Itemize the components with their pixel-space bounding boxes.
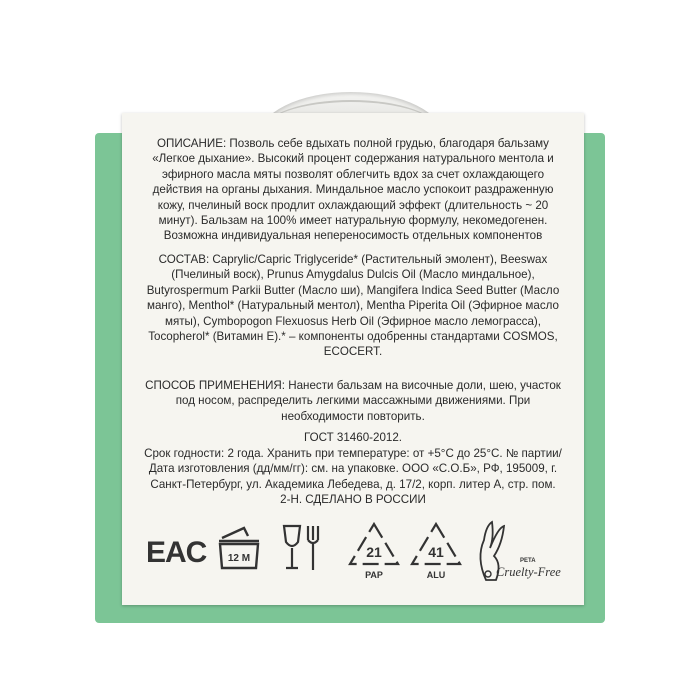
- description-text: ОПИСАНИЕ: Позволь себе вдыхать полной грудью, благодаря бальзаму «Легкое дыхание». Высокий процент содержания натурального ментола и эфирного масла мяты позволят облегчить вдох за счет охлаждающего действия на органы дыхания. Миндальное масло успокоит раздраженную кожу, пчелиный воск продлит охлаждающий эффект (длительность ~ 20 минут). Бальзам на 100% имеет натуральную формулу, некомедогенен. Возможна индивидуальная непереносимость отдельных компонентов: [152, 137, 554, 243]
- cruelty-free-label: Cruelty-Free: [496, 565, 561, 579]
- gost-text: ГОСТ 31460-2012.: [303, 431, 403, 444]
- peta-label: PETA: [520, 558, 536, 564]
- recycle-alu-label: ALU: [426, 570, 446, 580]
- usage-text: СПОСОБ ПРИМЕНЕНИЯ: Нанести бальзам на височные доли, шею, участок под носом, распределить легкими массажными движениями. При необходимости повторить.: [145, 379, 561, 423]
- recycle-pap-icon: [346, 520, 402, 582]
- period-after-opening-icon: [214, 524, 264, 572]
- recycle-pap-label: PAP: [365, 570, 383, 580]
- composition-text: СОСТАВ: Caprylic/Capric Triglyceride* (Растительный эмолент), Beeswax (Пчелиный воск), Prunus Amygdalus Dulcis Oil (Масло миндальное), Butyrospermum Parkii Butter (Масло ши), Mangifera Indica Seed Butter (Масло манго), Menthol* (Натуральный ментол), Mentha Piperita Oil (Эфирное масло мяты), Cymbopogon Flexuosus Herb Oil (Эфирное масло лемограсса), Tocopherol* (Витамин Е).* – компоненты одобренны стандартами COSMOS, ECOCERT.: [146, 253, 560, 359]
- food-safe-icon: [278, 522, 330, 574]
- product-label: [122, 113, 584, 605]
- eac-mark: EAC: [146, 536, 207, 569]
- recycle-alu-icon: [408, 520, 464, 582]
- pao-label: 12 M: [227, 553, 251, 564]
- cruelty-free-bunny-icon: [472, 518, 568, 588]
- recycle-pap-number: 21: [366, 544, 382, 560]
- certification-icons: [146, 518, 566, 588]
- recycle-alu-number: 41: [428, 544, 444, 560]
- storage-text: Срок годности: 2 года. Хранить при температуре: от +5°С до 25°С. № партии/Дата изготовления (дд/мм/гг): см. на упаковке. ООО «С.О.Б», РФ, 195009, г. Санкт-Петербург, ул. Академика Лебедева, д. 17/2, корп. литер А, стр. пом. 2-Н. СДЕЛАНО В РОССИИ: [144, 447, 562, 507]
- eac-icon: [146, 526, 207, 570]
